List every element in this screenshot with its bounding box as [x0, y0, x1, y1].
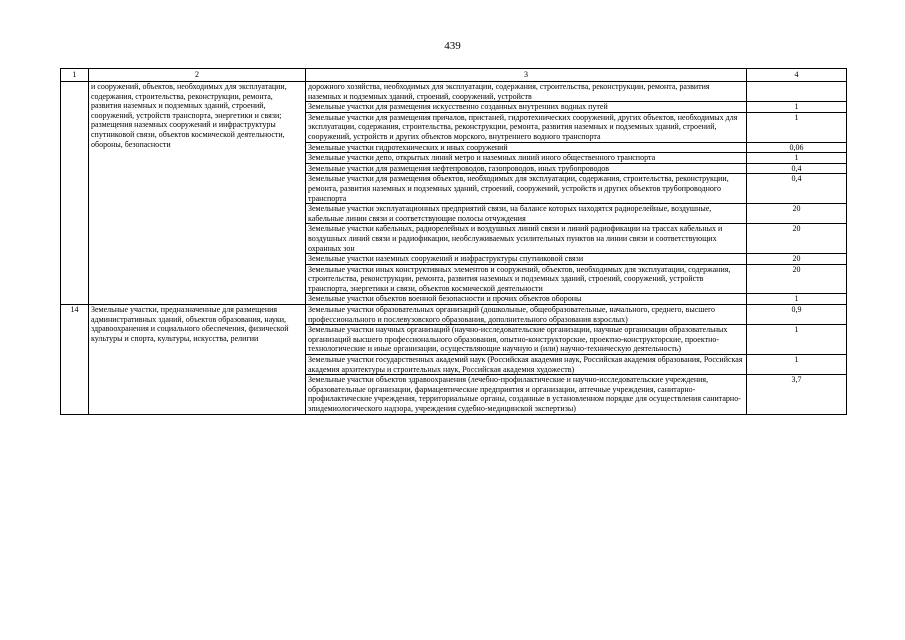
- coefficient-value-cell: 0,4: [747, 163, 847, 174]
- land-plot-description-cell: Земельные участки образовательных организаций (дошкольные, общеобразовательные, начального, среднего, высшего профессионального и послевузовского образования, дополнительного образования взрослых): [306, 305, 747, 325]
- land-plot-description-cell: Земельные участки для размещения объектов, необходимых для эксплуатации, содержания, строительства, реконструкции, ремонта, развития наземных и подземных зданий, строений, сооружений, устройств и других объектов трубопроводного транспорта: [306, 174, 747, 204]
- land-plot-description-cell: Земельные участки объектов военной безопасности и прочих объектов обороны: [306, 294, 747, 305]
- page-number: 439: [444, 40, 461, 52]
- coefficient-value-cell: 1: [747, 102, 847, 113]
- land-plot-description-cell: Земельные участки научных организаций (научно-исследовательские организации, научные организации образовательных организаций высшего профессионального образования, опытно-конструкторские, проектно-конструкторские, проектно-технологические и иные организации, осуществляющие научную и (или) научно-техническую деятельность): [306, 325, 747, 355]
- table-body: [61, 82, 847, 415]
- coefficient-value-cell: 0,4: [747, 174, 847, 204]
- coefficient-value-cell: 1: [747, 153, 847, 164]
- coefficient-value-cell: 20: [747, 224, 847, 254]
- land-plot-description-cell: дорожного хозяйства, необходимых для эксплуатации, содержания, строительства, реконструкции, ремонта, развития наземных и подземных зданий, строений, сооружений, устройств: [306, 82, 747, 102]
- land-plot-description-cell: Земельные участки для размещения искусственно созданных внутренних водных путей: [306, 102, 747, 113]
- land-plot-description-cell: Земельные участки иных конструктивных элементов и сооружений, объектов, необходимых для эксплуатации, содержания, строительства, реконструкции, ремонта, развития наземных и подземных зданий, строений, сооружений, устройств транспорта, энергетики и связи, объектов космической деятельности: [306, 264, 747, 294]
- land-plot-description-cell: Земельные участки для размещения причалов, пристаней, гидротехнических сооружений, других объектов, необходимых для эксплуатации, содержания, строительства, реконструкции, ремонта, развития наземных и подземных зданий, строений, сооружений, устройств и других объектов морского, внутреннего водного транспорта: [306, 112, 747, 142]
- column-header: 1: [61, 69, 89, 82]
- coefficient-value-cell: 0,06: [747, 142, 847, 153]
- coefficient-value-cell: 1: [747, 355, 847, 375]
- group-number-cell: 14: [61, 305, 89, 415]
- land-plot-description-cell: Земельные участки наземных сооружений и инфраструктуры спутниковой связи: [306, 254, 747, 265]
- land-plot-description-cell: Земельные участки эксплуатационных предприятий связи, на балансе которых находятся радиорелейные, воздушные, кабельные линии связи и соответствующие полосы отчуждения: [306, 204, 747, 224]
- group-purpose-cell: Земельные участки, предназначенные для размещения административных зданий, объектов образования, науки, здравоохранения и социального обеспечения, физической культуры и спорта, культуры, искусства, религии: [89, 305, 306, 415]
- group-purpose-cell: и сооружений, объектов, необходимых для эксплуатации, содержания, строительства, реконструкции, ремонта, развития наземных и подземных зданий, строений, сооружений, устройств транспорта, энергетики и связи; размещения наземных сооружений и инфраструктуры спутниковой связи, объектов космической деятельности, обороны, безопасности: [89, 82, 306, 305]
- column-header: 4: [747, 69, 847, 82]
- land-plot-description-cell: Земельные участки для размещения нефтепроводов, газопроводов, иных трубопроводов: [306, 163, 747, 174]
- coefficient-value-cell: 1: [747, 112, 847, 142]
- land-plot-description-cell: Земельные участки кабельных, радиорелейных и воздушных линий связи и линий радиофикации на трассах кабельных и воздушных линий связи и радиофикации, необслуживаемых усилительных пунктов на линии связи и соответствующих охранных зон: [306, 224, 747, 254]
- table-row: [61, 82, 847, 102]
- land-use-table: [60, 68, 847, 415]
- coefficient-value-cell: 3,7: [747, 375, 847, 414]
- table-header-row: [61, 69, 847, 82]
- column-header: 3: [306, 69, 747, 82]
- column-header: 2: [89, 69, 306, 82]
- group-number-cell: [61, 82, 89, 305]
- land-plot-description-cell: Земельные участки гидротехнических и иных сооружений: [306, 142, 747, 153]
- land-plot-description-cell: Земельные участки государственных академий наук (Российская академия наук, Российская академия образования, Российская академия архитектуры и строительных наук, Российская академия художеств): [306, 355, 747, 375]
- coefficient-value-cell: 20: [747, 254, 847, 265]
- table-row: [61, 305, 847, 325]
- land-plot-description-cell: Земельные участки объектов здравоохранения (лечебно-профилактические и научно-исследовательские учреждения, образовательные организации, фармацевтические предприятия и организации, аптечные учреждения, санитарно-профилактические учреждения, территориальные органы, созданные в установленном порядке для осуществления санитарно-эпидемиологического надзора, учреждения судебно-медицинской экспертизы): [306, 375, 747, 414]
- coefficient-value-cell: 1: [747, 325, 847, 355]
- coefficient-value-cell: 20: [747, 264, 847, 294]
- coefficient-value-cell: 0,9: [747, 305, 847, 325]
- coefficient-value-cell: 20: [747, 204, 847, 224]
- land-plot-description-cell: Земельные участки депо, открытых линий метро и наземных линий иного общественного транспорта: [306, 153, 747, 164]
- coefficient-value-cell: 1: [747, 294, 847, 305]
- coefficient-value-cell: [747, 82, 847, 102]
